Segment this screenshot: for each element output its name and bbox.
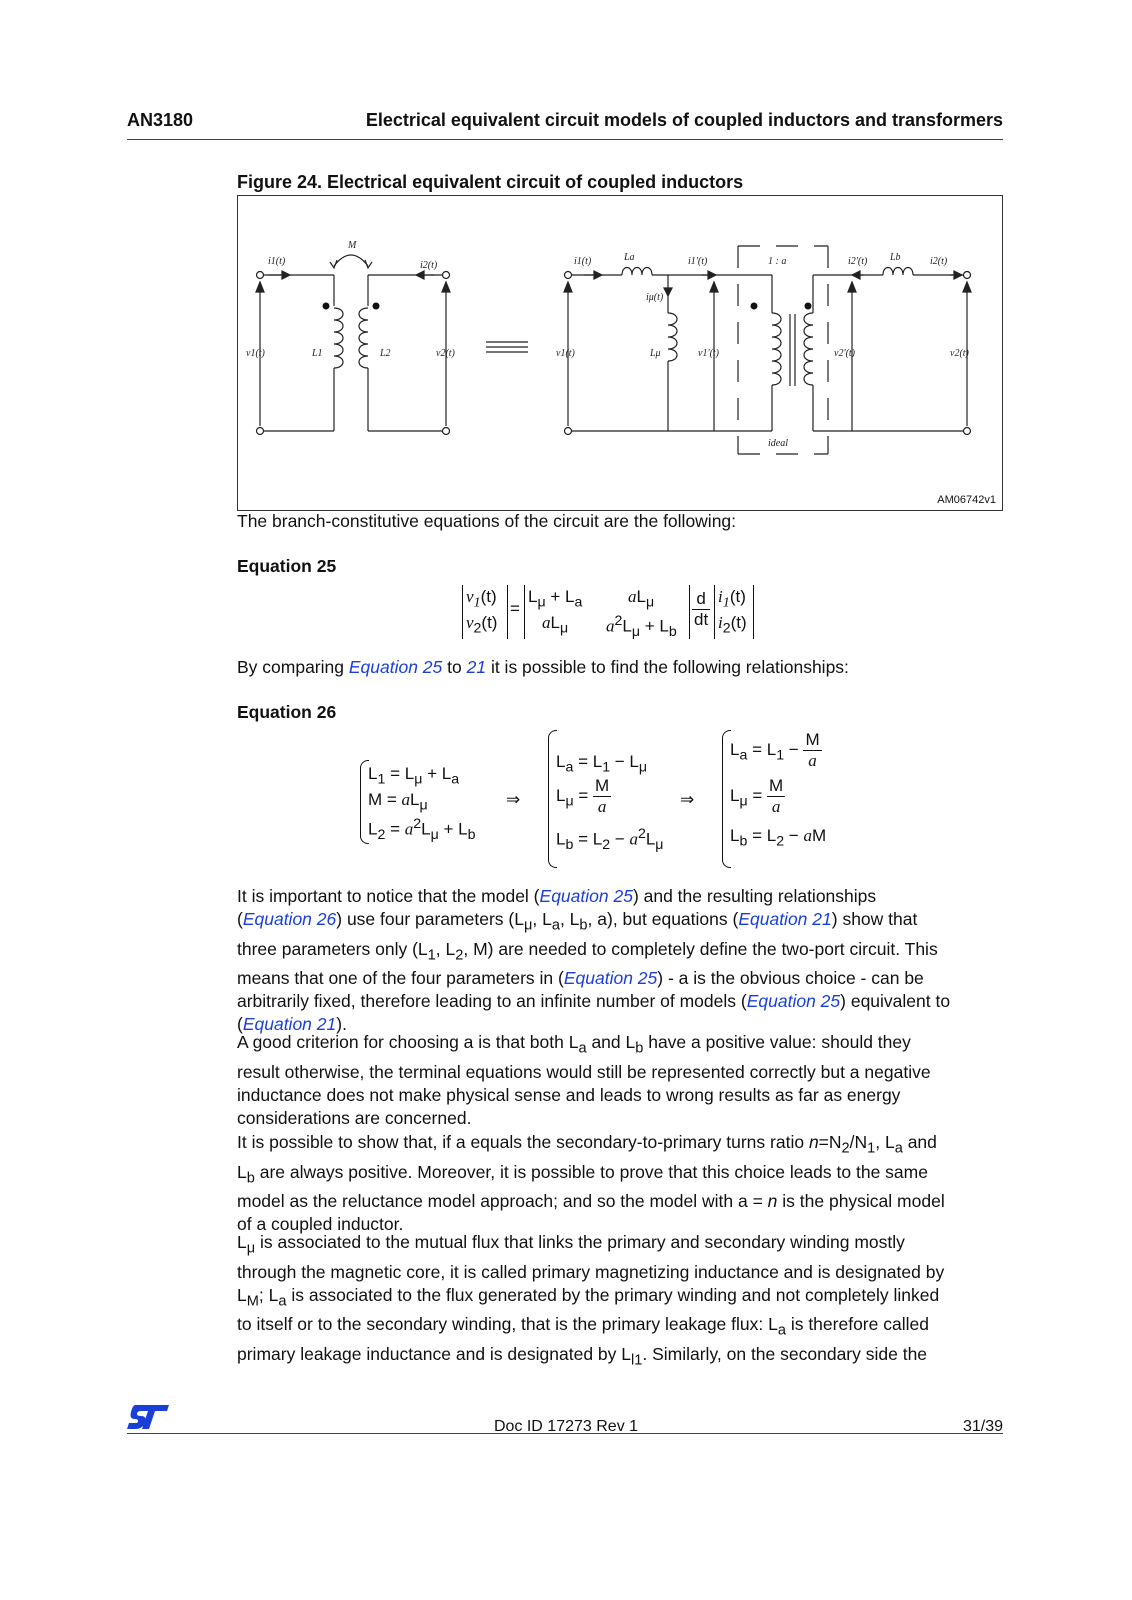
label-v2-left: v2(t) [436,348,455,359]
label-i1-right: i1(t) [574,256,592,267]
label-i2-left: i2(t) [420,260,438,271]
label-L2: L2 [380,348,391,359]
equation-26-title: Equation 26 [237,702,337,722]
paragraph-4: $L_\mu$ is associated to the mutual flux that links the primary and secondary winding mostly through the magnetic core, it is called primary magnetizing inductance and is designated by $L_M$; $L_a$ is associated to the flux generated by the primary winding and not completely linked to itself or to the secondary winding, that is the primary leakage flux: $L_a$ is therefore called primary leakage inductance and is designated by $L_{l1}$. Similarly, on the secondary side the [237,1232,945,1368]
label-i2-right: i2(t) [930,256,948,267]
paragraph-2: A good criterion for choosing a is that both $L_a$ and $L_b$ have a positive value: should they result otherwise, the terminal equations would still be represented correctly but a negative inductance does not make physical sense and leads to wrong results as far as energy considerations are concerned. [237,1032,931,1128]
label-i1p: i1'(t) [688,256,708,267]
label-i2p: i2'(t) [848,256,868,267]
link-equation-25[interactable]: Equation 25 [539,886,633,906]
doc-id: Doc ID 17273 Rev 1 [493,1418,639,1435]
label-imu: iμ(t) [646,292,664,303]
equation-26: $L_1 = L_\mu + L_a$ $M = aL_\mu$ $L_2 = a^2L_\mu + L_b$ ⇒ $L_a = L_1 - L_\mu$ $L_\mu$ = $\frac{M}{a}$ $L_b = L_2 - a^2L_\mu$ ⇒ $L_a = L_1$ − $\frac{M}{a}$ $L_\mu$ = $\frac{M}{a}$ $L_b = L_2$ − aM [360,730,860,870]
header-rule [127,139,1003,140]
section-title: Electrical equivalent circuit models of coupled inductors and transformers [365,110,1003,130]
doc-code: AN3180 [127,110,194,130]
equation-25: $v_1(t)$ $v_2(t)$ = $L_\mu + L_a$ $aL_\mu$ $aL_\mu$ $a^2L_\mu + L_b$ $\frac{d}{dt}$ $i_1(t)$ $i_2(t)$ [462,585,762,641]
label-M: M [348,240,357,251]
equation-25-title: Equation 25 [237,556,337,576]
link-equation-25[interactable]: Equation 25 [746,991,841,1011]
label-v1-left: v1(t) [246,348,265,359]
label-La: La [624,252,635,263]
label-ideal: ideal [768,438,788,449]
intro-text: The branch-constitutive equations of the circuit are the following: [237,511,737,531]
label-v1p: v1'(t) [698,348,720,359]
label-ratio: 1 : a [768,256,787,267]
link-equation-25[interactable]: Equation 25 [348,657,443,677]
link-equation-21[interactable]: Equation 21 [738,909,832,929]
comparing-text: By comparing Equation 25 to 21 it is possible to find the following relationships: [237,657,849,677]
link-equation-21[interactable]: 21 [466,657,487,677]
circuit-diagram [238,196,1004,512]
figure-title: Figure 24. Electrical equivalent circuit of coupled inductors [237,172,744,192]
label-i1-left: i1(t) [268,256,286,267]
link-equation-25[interactable]: Equation 25 [563,968,658,988]
paragraph-1: It is important to notice that the model (Equation 25) and the resulting relationships (Equation 26) use four parameters ($L_\mu$, $L_a$, $L_b$, a), but equations (Equation 21) show that three parameters only ($L_1$, $L_2$, M) are needed to completely define the two-port circuit. This means that one of the four parameters in (Equation 25) - a is the obvious choice - can be arbitrarily fixed, therefore leading to an infinite number of models (Equation 25) equivalent to (Equation 21). [237,886,951,1034]
figure-id: AM06742v1 [937,494,996,506]
figure-box [237,195,1003,511]
eq25-d: d [692,589,710,610]
label-L1: L1 [312,348,323,359]
link-equation-26[interactable]: Equation 26 [242,909,337,929]
page-number: 31/39 [962,1418,1003,1435]
paragraph-3: It is possible to show that, if a equals the secondary-to-primary turns ratio $n=N_2/N_1$, $L_a$ and $L_b$ are always positive. Moreover, it is possible to prove that this choice leads to the same model as the reluctance model approach; and so the model with a = n is the physical model of a coupled inductor. [237,1132,945,1234]
label-v2-right: v2(t) [950,348,969,359]
eq25-dt: dt [694,610,709,629]
label-v1-right: v1(t) [556,348,575,359]
label-v2p: v2'(t) [834,348,856,359]
label-Lb: Lb [890,252,901,263]
link-equation-21[interactable]: Equation 21 [242,1014,337,1034]
label-Lmu: Lμ [650,348,661,359]
